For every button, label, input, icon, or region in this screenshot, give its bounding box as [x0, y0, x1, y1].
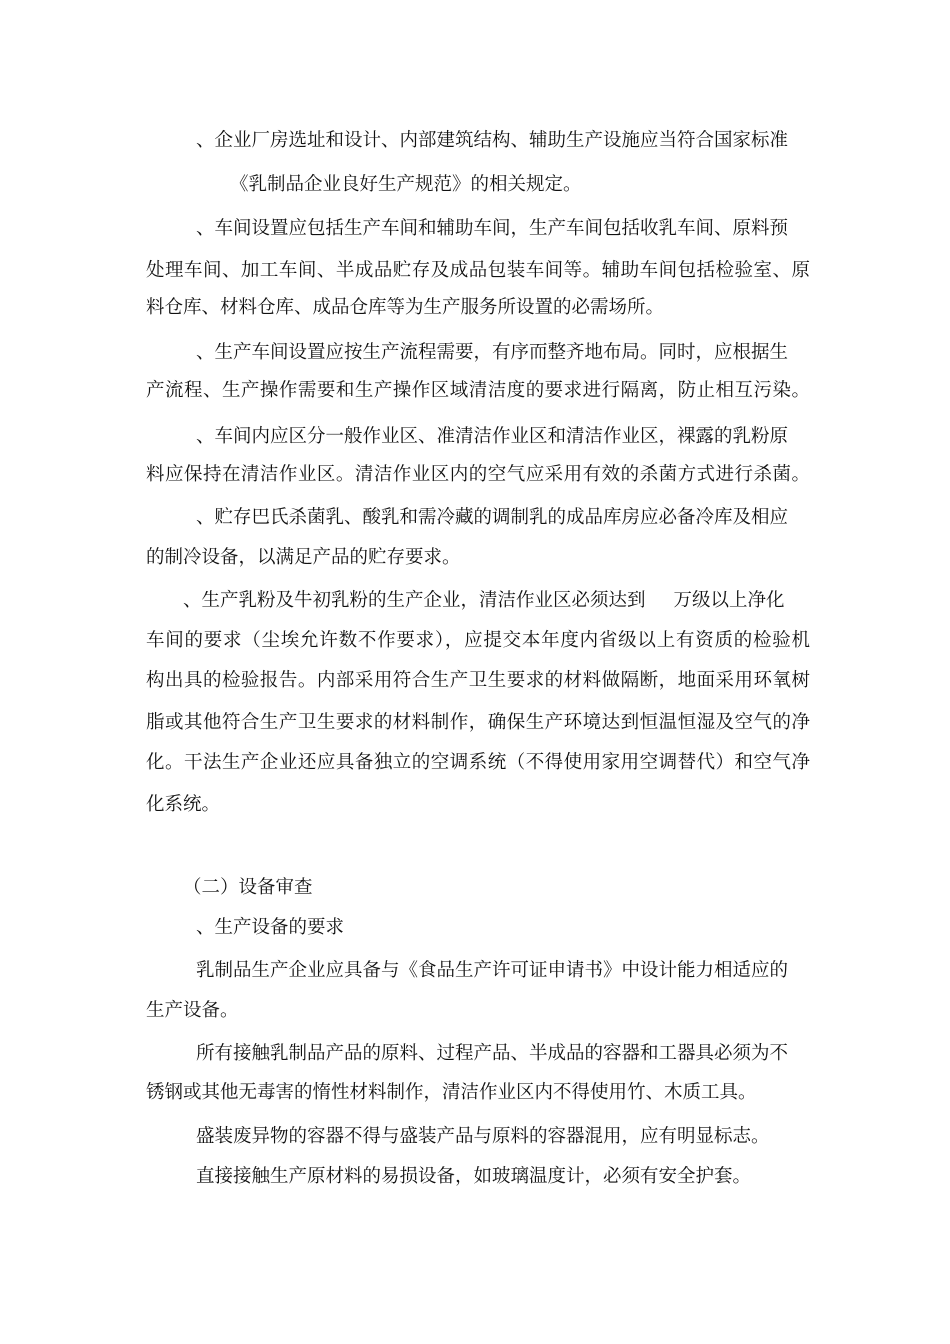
para-work-zones-line-2: 料应保持在清洁作业区。清洁作业区内的空气应采用有效的杀菌方式进行杀菌。: [146, 464, 810, 485]
para-workshop-setup-line-3: 料仓库、材料仓库、成品仓库等为生产服务所设置的必需场所。: [146, 297, 665, 318]
para-factory-site-line-1: 、企业厂房选址和设计、内部建筑结构、辅助生产设施应当符合国家标准: [196, 130, 789, 151]
para-milk-powder-line-4: 脂或其他符合生产卫生要求的材料制作，确保生产环境达到恒温恒湿及空气的净: [146, 712, 810, 733]
para-work-zones-line-1: 、车间内应区分一般作业区、准清洁作业区和清洁作业区，裸露的乳粉原: [196, 426, 789, 447]
para-waste-containers: 盛装废异物的容器不得与盛装产品与原料的容器混用，应有明显标志。: [196, 1126, 770, 1147]
subheading-equipment-requirements: 、生产设备的要求: [196, 917, 345, 938]
para-equipment-capacity-line-2: 生产设备。: [146, 1000, 239, 1021]
para-containers-line-1: 所有接触乳制品产品的原料、过程产品、半成品的容器和工器具必须为不: [196, 1043, 789, 1064]
para-cold-storage-line-1: 、贮存巴氏杀菌乳、酸乳和需冷藏的调制乳的成品库房应必备冷库及相应: [196, 507, 789, 528]
para-milk-powder-line-6: 化系统。: [146, 794, 221, 815]
para-fragile-equipment: 直接接触生产原材料的易损设备，如玻璃温度计，必须有安全护套。: [196, 1166, 752, 1187]
para-cold-storage-line-2: 的制冷设备，以满足产品的贮存要求。: [146, 547, 461, 568]
para-milk-powder-text-b: 万级以上净化: [673, 590, 785, 611]
para-equipment-capacity-line-1: 乳制品生产企业应具备与《食品生产许可证申请书》中设计能力相适应的: [196, 960, 789, 981]
para-milk-powder-line-5: 化。干法生产企业还应具备独立的空调系统（不得使用家用空调替代）和空气净: [146, 752, 810, 773]
para-milk-powder-line-2: 车间的要求（尘埃允许数不作要求），应提交本年度内省级以上有资质的检验机: [146, 630, 810, 651]
para-milk-powder-line-3: 构出具的检验报告。内部采用符合生产卫生要求的材料做隔断，地面采用环氧树: [146, 670, 810, 691]
para-milk-powder-line-1: [183, 588, 785, 614]
para-workshop-setup-line-2: 处理车间、加工车间、半成品贮存及成品包装车间等。辅助车间包括检验室、原: [146, 260, 810, 281]
para-workshop-layout-line-2: 产流程、生产操作需要和生产操作区域清洁度的要求进行隔离，防止相互污染。: [146, 380, 810, 401]
para-workshop-setup-line-1: 、车间设置应包括生产车间和辅助车间，生产车间包括收乳车间、原料预: [196, 218, 789, 239]
para-containers-line-2: 锈钢或其他无毒害的惰性材料制作，清洁作业区内不得使用竹、木质工具。: [146, 1082, 757, 1103]
para-milk-powder-text-a: 、生产乳粉及牛初乳粉的生产企业，清洁作业区必须达到: [183, 590, 646, 611]
para-workshop-layout-line-1: 、生产车间设置应按生产流程需要，有序而整齐地布局。同时，应根据生: [196, 342, 789, 363]
para-factory-site-line-2: 《乳制品企业良好生产规范》的相关规定。: [230, 174, 582, 195]
section-heading-equipment-review: （二）设备审查: [183, 877, 313, 898]
